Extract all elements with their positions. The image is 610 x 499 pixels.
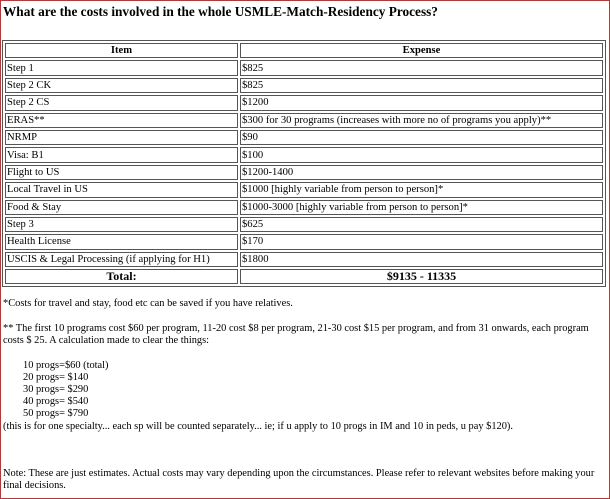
calc-line: 50 progs= $790 [23,408,89,419]
table-row [5,78,603,93]
expense-cell: $90 [240,130,603,145]
total-row [5,269,603,284]
table-row [5,95,603,110]
table-row [5,130,603,145]
expense-cell: $1200 [240,95,603,110]
item-cell: Visa: B1 [5,147,238,162]
expense-column-header: Expense [240,43,603,58]
page-heading: What are the costs involved in the whole USMLE-Match-Residency Process? [3,4,438,19]
table-header-row [5,43,603,58]
expense-cell: $1200-1400 [240,165,603,180]
calc-line: 20 progs= $140 [23,372,89,383]
item-cell: Step 2 CK [5,78,238,93]
item-column-header: Item [5,43,238,58]
travel-note: *Costs for travel and stay, food etc can be saved if you have relatives. [3,298,293,309]
total-label: Total: [5,269,238,284]
item-cell: Health License [5,234,238,249]
expense-cell: $825 [240,60,603,75]
item-cell: Step 2 CS [5,95,238,110]
item-cell: Local Travel in US [5,182,238,197]
expense-cell: $170 [240,234,603,249]
table-row [5,234,603,249]
expense-cell: $300 for 30 programs (increases with more no of programs you apply)** [240,113,603,128]
calc-line: 40 progs= $540 [23,396,89,407]
item-cell: ERAS** [5,113,238,128]
item-cell: Food & Stay [5,200,238,215]
total-value: $9135 - 11335 [240,269,603,284]
eras-note-line-2: costs $ 25. A calculation made to clear the things: [3,335,210,346]
table-row [5,252,603,267]
table-row [5,60,603,75]
item-cell: Step 3 [5,217,238,232]
disclaimer-line-2: final decisions. [3,480,66,491]
expense-cell: $1800 [240,252,603,267]
eras-note-line-1: ** The first 10 programs cost $60 per program, 11-20 cost $8 per program, 21-30 cost $15 per program, and from 31 onwards, each program [3,323,589,334]
expense-cell: $625 [240,217,603,232]
calc-line: 30 progs= $290 [23,384,89,395]
table-row [5,147,603,162]
expense-cell: $100 [240,147,603,162]
specialty-note: (this is for one specialty... each sp will be counted separately... ie; if u apply to 10 progs in IM and 10 in peds, u pay $120). [3,421,513,432]
expense-cell: $1000-3000 [highly variable from person to person]* [240,200,603,215]
item-cell: USCIS & Legal Processing (if applying for H1) [5,252,238,267]
item-cell: NRMP [5,130,238,145]
table-row [5,200,603,215]
table-row [5,165,603,180]
item-cell: Flight to US [5,165,238,180]
disclaimer-line-1: Note: These are just estimates. Actual costs may vary depending upon the circumstances. Please refer to relevant websites before making your [3,468,595,479]
costs-table [2,40,606,287]
item-cell: Step 1 [5,60,238,75]
table-row [5,182,603,197]
table-row [5,113,603,128]
table-row [5,217,603,232]
expense-cell: $825 [240,78,603,93]
calc-line: 10 progs=$60 (total) [23,360,109,371]
expense-cell: $1000 [highly variable from person to person]* [240,182,603,197]
